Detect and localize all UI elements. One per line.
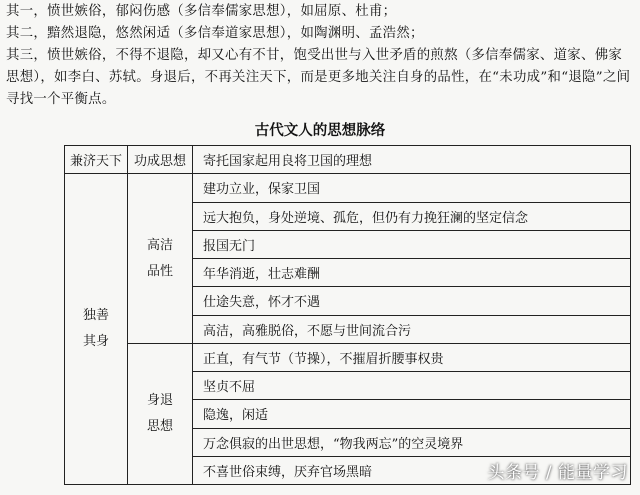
table-cell: 远大抱负，身处逆境、孤危，但仍有力挽狂澜的坚定信念 [193,202,631,230]
paragraph-1: 其一，愤世嫉俗，郁闷伤感（多信奉儒家思想），如屈原、杜甫； [6,4,397,19]
cell-shentui [128,343,193,484]
cell-gongcheng: 功成思想 [128,146,193,174]
subgroup-label: 高洁 品性 [146,237,173,279]
paragraph-2: 其二，黯然退隐，悠然闲适（多信奉道家思想），如陶渊明、孟浩然； [6,26,424,41]
table-cell: 高洁，高雅脱俗，不愿与世间流合污 [193,315,631,343]
table-cell: 仕途失意，怀才不遇 [193,287,631,315]
table-cell: 建功立业，保家卫国 [193,174,631,202]
table-cell: 万念俱寂的出世思想，“物我两忘”的空灵境界 [193,428,631,456]
watermark: 头条号 / 能量学习 [487,463,628,483]
subgroup-label: 身退 思想 [146,392,173,434]
table-row [65,146,631,174]
paragraph-3: 其三，愤世嫉俗，不得不退隐，却又心有不甘，饱受出世与入世矛盾的煎熬（多信奉儒家、道家、佛家思想），如李白、苏轼。身退后，不再关注天下，而是更多地关注自身的品性，在“未功成”和“退隐”之间寻找一个平衡点。 [6,48,631,107]
table-title: 古代文人的思想脉络 [254,123,386,139]
table-cell: 隐逸，闲适 [193,400,631,428]
cell-jituo: 寄托国家起用良将卫国的理想 [193,146,631,174]
group-label: 独善 其身 [82,308,109,350]
table-cell: 年华消逝，壮志难酬 [193,259,631,287]
table-cell: 不喜世俗束缚，厌弃官场黑暗 [193,456,631,484]
table-row [65,343,631,371]
cell-gaojie [128,174,193,344]
cell-dushan [65,174,128,485]
thought-table [64,145,631,485]
table-cell: 报国无门 [193,230,631,258]
table-cell: 坚贞不屈 [193,372,631,400]
table-cell: 正直，有气节（节操），不摧眉折腰事权贵 [193,343,631,371]
table-row [65,174,631,202]
cell-jianji: 兼济天下 [65,146,128,174]
